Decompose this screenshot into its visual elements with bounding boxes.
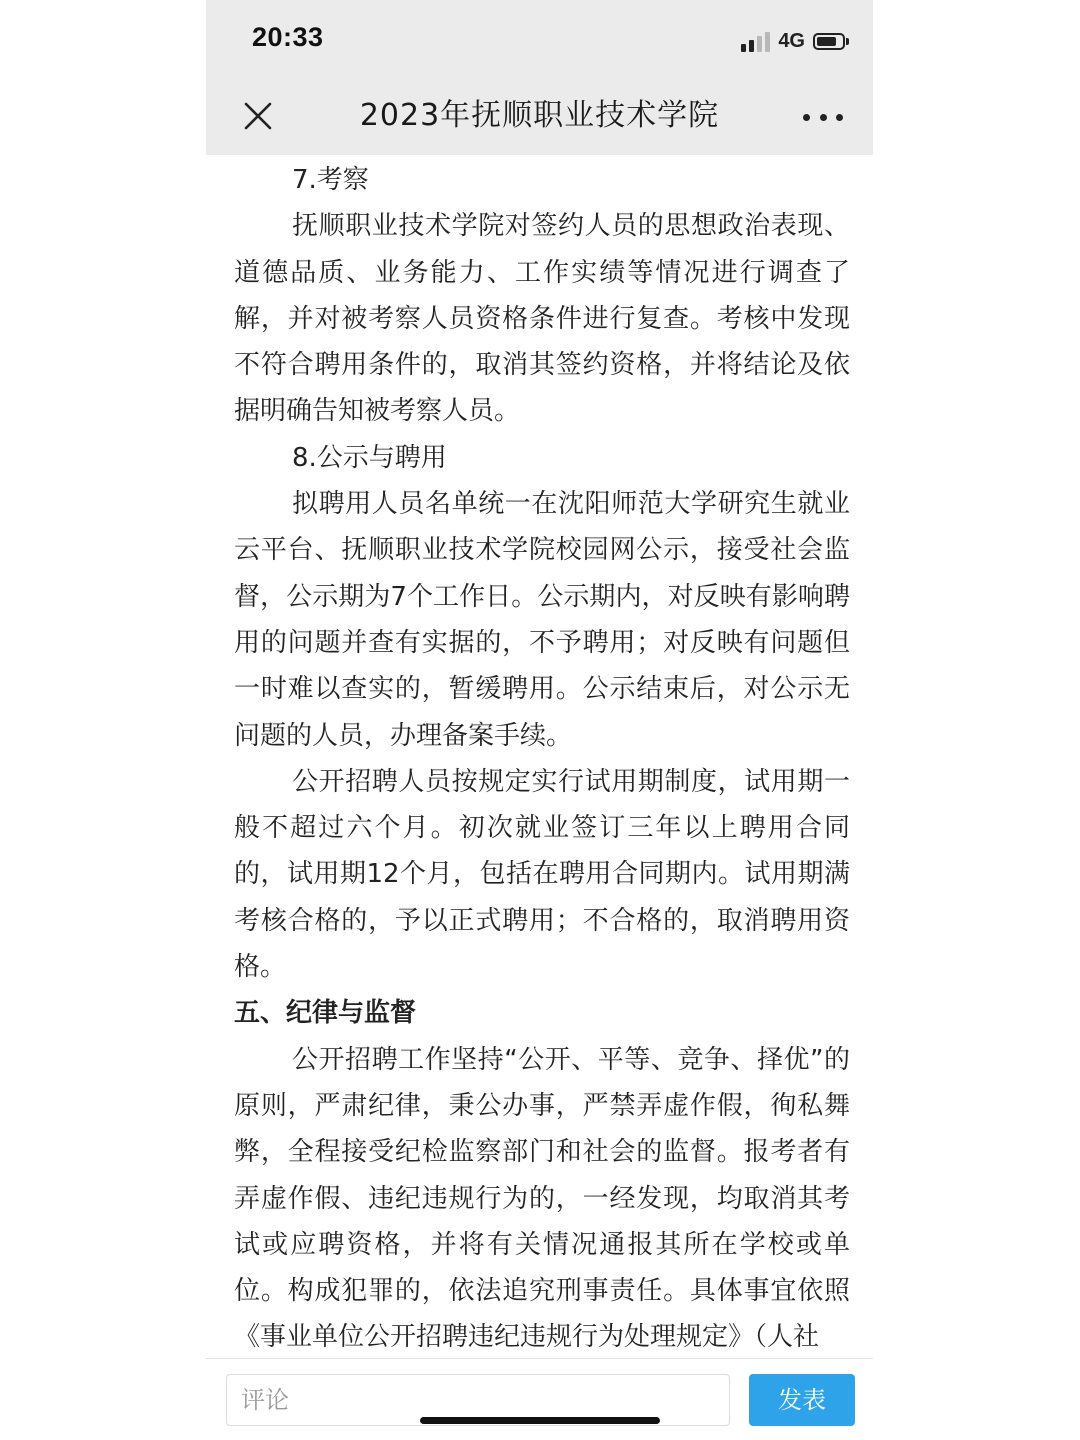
signal-strength-icon	[741, 30, 770, 52]
comment-bar	[206, 1358, 873, 1440]
close-button[interactable]	[238, 96, 278, 136]
battery-level	[817, 37, 836, 46]
phone-screen	[206, 0, 873, 1440]
more-dot-icon	[820, 114, 827, 121]
article-paragraph: 公开招聘工作坚持“公开、平等、竞争、择优”的原则，严肃纪律，秉公办事，严禁弄虚作假，徇私舞弊，全程接受纪检监察部门和社会的监督。报考者有弄虚作假、违纪违规行为的，一经发现，均取消其考试或应聘资格，并将有关情况通报其所在学校或单位。构成犯罪的，依法追究刑事责任。具体事宜依照《事业单位公开招聘违纪违规行为处理规定》（人社	[234, 1044, 850, 1353]
network-type: 4G	[778, 29, 805, 52]
more-dot-icon	[803, 114, 810, 121]
article-body	[234, 157, 850, 1361]
comment-input[interactable]: 评论	[226, 1374, 730, 1426]
more-dot-icon	[836, 114, 843, 121]
top-bar	[206, 0, 873, 155]
close-icon	[238, 96, 278, 136]
article-paragraph: 抚顺职业技术学院对签约人员的思想政治表现、道德品质、业务能力、工作实绩等情况进行调查了解，并对被考察人员资格条件进行复查。考核中发现不符合聘用条件的，取消其签约资格，并将结论及依据明确告知被考察人员。	[234, 211, 850, 427]
send-button[interactable]: 发表	[749, 1374, 855, 1426]
article-paragraph: 8.公示与聘用	[292, 442, 447, 473]
section-heading: 五、纪律与监督	[234, 998, 417, 1029]
status-time: 20:33	[252, 22, 324, 52]
home-indicator[interactable]	[420, 1417, 660, 1424]
battery-icon	[813, 33, 849, 50]
page-title: 2023年抚顺职业技术学院	[359, 98, 720, 133]
more-options-button[interactable]	[803, 102, 843, 132]
status-indicators	[741, 28, 849, 54]
article-paragraph: 7.考察	[292, 165, 369, 195]
article-paragraph: 公开招聘人员按规定实行试用期制度，试用期一般不超过六个月。初次就业签订三年以上聘用合同的，试用期12个月，包括在聘用合同期内。试用期满考核合格的，予以正式聘用；不合格的，取消聘用资格。	[234, 766, 850, 983]
article-paragraph: 拟聘用人员名单统一在沈阳师范大学研究生就业云平台、抚顺职业技术学院校园网公示，接受社会监督，公示期为7个工作日。公示期内，对反映有影响聘用的问题并查有实据的，不予聘用；对反映有问题但一时难以查实的，暂缓聘用。公示结束后，对公示无问题的人员，办理备案手续。	[234, 489, 850, 751]
